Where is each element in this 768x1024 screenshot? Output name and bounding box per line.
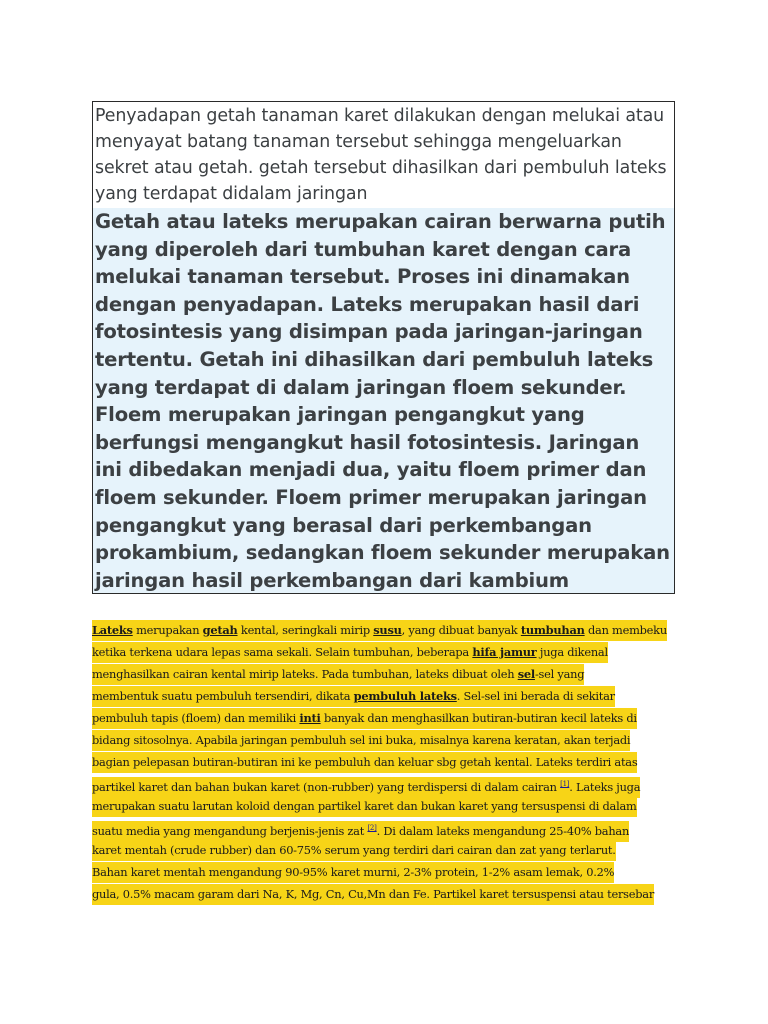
article-line: suatu media yang mengandung berjenis-jenis zat [2]. Di dalam lateks mengandung 25-40% bahan xyxy=(92,817,676,839)
article-line: partikel karet dan bahan bukan karet (non-rubber) yang terdispersi di dalam cairan [1]. Lateks juga xyxy=(92,773,676,795)
text-box xyxy=(92,101,675,594)
reference-1[interactable]: [1] xyxy=(560,780,570,788)
highlighted-paragraph: Getah atau lateks merupakan cairan berwarna putih yang diperoleh dari tumbuhan karet dengan cara melukai tanaman tersebut. Proses ini dinamakan dengan penyadapan. Lateks merupakan hasil dari fotosintesis yang disimpan pada jaringan-jaringan tertentu. Getah ini dihasilkan dari pembuluh lateks yang terdapat di dalam jaringan floem sekunder. Floem merupakan jaringan pengangkut yang berfungsi mengangkut hasil fotosintesis. Jaringan ini dibedakan menjadi dua, yaitu floem primer dan floem sekunder. Floem primer merupakan jaringan pengangkut yang berasal dari perkembangan prokambium, sedangkan floem sekunder merupakan jaringan hasil perkembangan dari kambium xyxy=(93,208,674,593)
article-line: menghasilkan cairan kental mirip lateks. Pada tumbuhan, lateks dibuat oleh sel-sel yang xyxy=(92,663,676,685)
article-line: bagian pelepasan butiran-butiran ini ke pembuluh dan keluar sbg getah kental. Lateks terdiri atas xyxy=(92,751,676,773)
link-pembuluh-lateks[interactable]: pembuluh lateks xyxy=(353,689,457,703)
intro-paragraph: Penyadapan getah tanaman karet dilakukan dengan melukai atau menyayat batang tanaman tersebut sehingga mengeluarkan sekret atau getah. getah tersebut dihasilkan dari pembuluh lateks yang terdapat didalam jaringan xyxy=(95,106,667,204)
article-line: membentuk suatu pembuluh tersendiri, dikata pembuluh lateks. Sel-sel ini berada di sekitar xyxy=(92,685,676,707)
link-susu[interactable]: susu xyxy=(373,623,402,637)
article-line: bidang sitosolnya. Apabila jaringan pembuluh sel ini buka, misalnya karena keratan, akan terjadi xyxy=(92,729,676,751)
link-sel[interactable]: sel xyxy=(517,667,535,681)
link-hifa-jamur[interactable]: hifa jamur xyxy=(472,645,537,659)
article-line: Bahan karet mentah mengandung 90-95% karet murni, 2-3% protein, 1-2% asam lemak, 0.2% xyxy=(92,861,676,883)
article-line: karet mentah (crude rubber) dan 60-75% serum yang terdiri dari cairan dan zat yang terlarut. xyxy=(92,839,676,861)
link-getah[interactable]: getah xyxy=(202,623,238,637)
link-inti[interactable]: inti xyxy=(299,711,321,725)
reference-2[interactable]: [2] xyxy=(367,824,377,832)
link-lateks[interactable]: Lateks xyxy=(92,623,133,637)
article-line: pembuluh tapis (floem) dan memiliki inti banyak dan menghasilkan butiran-butiran kecil lateks di xyxy=(92,707,676,729)
article-line: ketika terkena udara lepas sama sekali. Selain tumbuhan, beberapa hifa jamur juga dikenal xyxy=(92,641,676,663)
link-tumbuhan[interactable]: tumbuhan xyxy=(520,623,585,637)
article-line: Lateks merupakan getah kental, seringkali mirip susu, yang dibuat banyak tumbuhan dan membeku xyxy=(92,619,676,641)
article-excerpt xyxy=(92,619,676,905)
article-line: gula, 0.5% macam garam dari Na, K, Mg, Cn, Cu,Mn dan Fe. Partikel karet tersuspensi atau tersebar xyxy=(92,883,676,905)
article-line: merupakan suatu larutan koloid dengan partikel karet dan bukan karet yang tersuspensi di dalam xyxy=(92,795,676,817)
